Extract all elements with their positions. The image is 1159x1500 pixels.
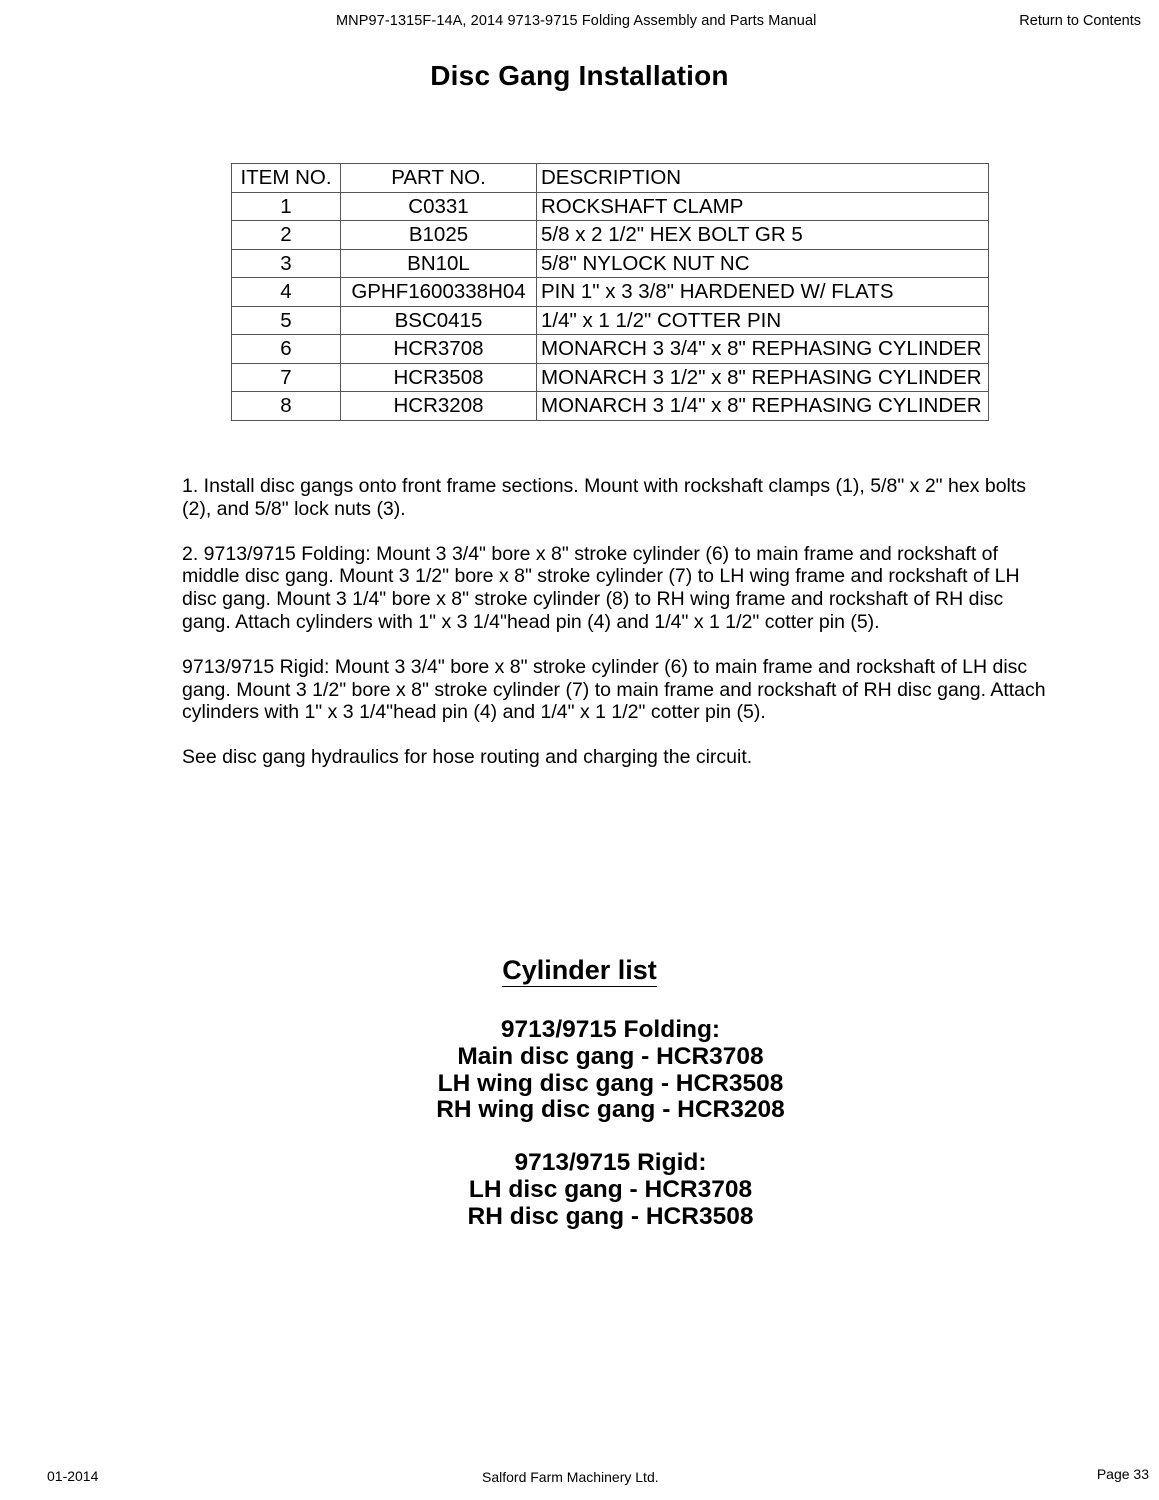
parts-table: [231, 163, 989, 421]
footer-company: Salford Farm Machinery Ltd.: [482, 1469, 659, 1485]
item-no-cell: 7: [232, 363, 341, 392]
cylinder-list-folding: [0, 1017, 1159, 1124]
description-cell: PIN 1" x 3 3/8" HARDENED W/ FLATS: [537, 278, 989, 307]
part-no-cell: HCR3508: [341, 363, 537, 392]
item-no-cell: 2: [232, 221, 341, 250]
table-row: [232, 249, 989, 278]
instruction-paragraph: See disc gang hydraulics for hose routing and charging the circuit.: [182, 746, 753, 769]
table-row: [232, 278, 989, 307]
part-no-cell: BSC0415: [341, 306, 537, 335]
part-no-cell: HCR3208: [341, 392, 537, 421]
cylinder-list-rigid: [0, 1150, 1159, 1230]
manual-header-title: MNP97-1315F-14A, 2014 9713-9715 Folding Assembly and Parts Manual: [336, 13, 817, 29]
parts-table-header-row: [232, 164, 989, 193]
part-no-cell: GPHF1600338H04: [341, 278, 537, 307]
table-row: [232, 221, 989, 250]
column-header-description: DESCRIPTION: [537, 164, 989, 193]
part-no-cell: B1025: [341, 221, 537, 250]
page-title: Disc Gang Installation: [430, 60, 729, 91]
part-no-cell: BN10L: [341, 249, 537, 278]
cylinder-list-line: Main disc gang - HCR3708: [457, 1042, 764, 1070]
table-row: [232, 363, 989, 392]
item-no-cell: 6: [232, 335, 341, 364]
table-row: [232, 335, 989, 364]
table-row: [232, 392, 989, 421]
description-cell: 1/4" x 1 1/2" COTTER PIN: [537, 306, 989, 335]
table-row: [232, 192, 989, 221]
table-row: [232, 306, 989, 335]
installation-instructions: [182, 475, 1052, 791]
instruction-paragraph: 2. 9713/9715 Folding: Mount 3 3/4" bore x 8" stroke cylinder (6) to main frame and rockshaft of middle disc gang. Mount 3 1/2" bore x 8" stroke cylinder (7) to LH wing frame and rockshaft of LH disc gang. Mount 3 1/4" bore x 8" stroke cylinder (8) to RH wing frame and rockshaft of RH disc gang. Attach cylinders with 1" x 3 1/4"head pin (4) and 1/4" x 1 1/2" cotter pin (5).: [182, 542, 1020, 633]
cylinder-list-line: RH disc gang - HCR3508: [467, 1202, 754, 1230]
cylinder-list-line: RH wing disc gang - HCR3208: [436, 1096, 785, 1124]
description-cell: MONARCH 3 1/2" x 8" REPHASING CYLINDER: [537, 363, 989, 392]
item-no-cell: 8: [232, 392, 341, 421]
cylinder-list-title-text: Cylinder list: [502, 955, 657, 985]
cylinder-list-line: 9713/9715 Rigid:: [514, 1149, 707, 1176]
footer-page-number: Page 33: [1096, 1466, 1149, 1482]
instruction-paragraph: 1. Install disc gangs onto front frame sections. Mount with rockshaft clamps (1), 5/8" x 2" hex bolts (2), and 5/8" lock nuts (3).: [182, 475, 1027, 520]
item-no-cell: 4: [232, 278, 341, 307]
description-cell: 5/8 x 2 1/2" HEX BOLT GR 5: [537, 221, 989, 250]
return-to-contents-link[interactable]: Return to Contents: [1019, 13, 1141, 29]
description-cell: ROCKSHAFT CLAMP: [537, 192, 989, 221]
description-cell: MONARCH 3 1/4" x 8" REPHASING CYLINDER: [537, 392, 989, 421]
instruction-paragraph: 9713/9715 Rigid: Mount 3 3/4" bore x 8" stroke cylinder (6) to main frame and rockshaft of LH disc gang. Mount 3 1/2" bore x 8" stroke cylinder (7) to main frame and rockshaft of RH disc gang. Attach cylinders with 1" x 3 1/4"head pin (4) and 1/4" x 1 1/2" cotter pin (5).: [182, 655, 1046, 724]
cylinder-list-line: 9713/9715 Folding:: [500, 1016, 721, 1043]
item-no-cell: 5: [232, 306, 341, 335]
column-header-item-no: ITEM NO.: [232, 164, 341, 193]
part-no-cell: HCR3708: [341, 335, 537, 364]
item-no-cell: 3: [232, 249, 341, 278]
column-header-part-no: PART NO.: [341, 164, 537, 193]
cylinder-list-line: LH wing disc gang - HCR3508: [437, 1069, 784, 1097]
footer-date: 01-2014: [47, 1468, 99, 1484]
item-no-cell: 1: [232, 192, 341, 221]
cylinder-list-line: LH disc gang - HCR3708: [468, 1175, 753, 1203]
cylinder-list-title: [0, 955, 1159, 986]
description-cell: MONARCH 3 3/4" x 8" REPHASING CYLINDER: [537, 335, 989, 364]
description-cell: 5/8" NYLOCK NUT NC: [537, 249, 989, 278]
part-no-cell: C0331: [341, 192, 537, 221]
